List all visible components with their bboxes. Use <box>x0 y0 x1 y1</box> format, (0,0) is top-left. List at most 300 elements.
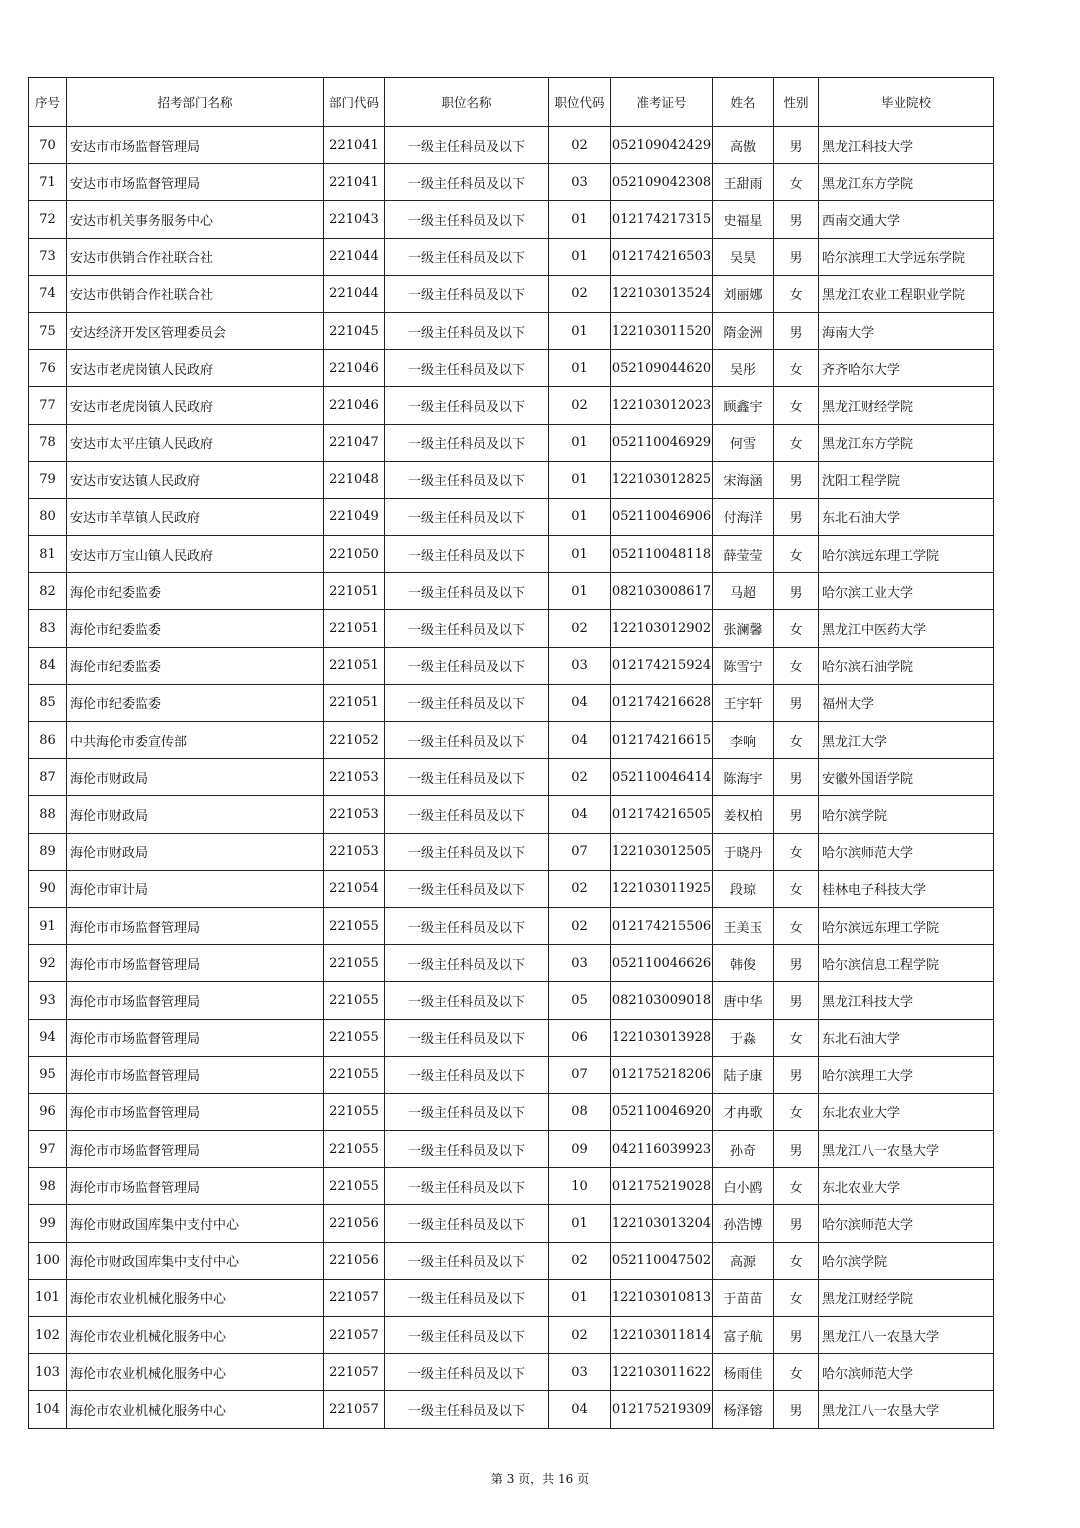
cell-position-code: 02 <box>549 907 611 944</box>
cell-position-code: 01 <box>549 536 611 573</box>
cell-admission-number: 012175219309 <box>611 1391 713 1428</box>
cell-department: 安达市老虎岗镇人民政府 <box>67 350 324 387</box>
cell-department: 海伦市农业机械化服务中心 <box>67 1317 324 1354</box>
cell-position: 一级主任科员及以下 <box>385 1242 549 1279</box>
table-row <box>29 536 994 573</box>
cell-school: 哈尔滨石油学院 <box>819 647 994 684</box>
cell-gender: 女 <box>774 1168 819 1205</box>
cell-department: 中共海伦市委宣传部 <box>67 722 324 759</box>
cell-school: 东北石油大学 <box>819 1019 994 1056</box>
cell-index: 71 <box>29 164 67 201</box>
cell-school: 海南大学 <box>819 312 994 349</box>
cell-name: 才冉歌 <box>713 1093 774 1130</box>
cell-department: 安达市市场监督管理局 <box>67 164 324 201</box>
cell-school: 哈尔滨学院 <box>819 796 994 833</box>
table-row <box>29 201 994 238</box>
cell-department-code: 221055 <box>324 907 385 944</box>
cell-department-code: 221051 <box>324 610 385 647</box>
cell-school: 哈尔滨师范大学 <box>819 1354 994 1391</box>
cell-department: 海伦市财政国库集中支付中心 <box>67 1242 324 1279</box>
cell-position-code: 02 <box>549 127 611 164</box>
cell-department-code: 221044 <box>324 238 385 275</box>
cell-name: 段琼 <box>713 870 774 907</box>
cell-department-code: 221045 <box>324 312 385 349</box>
cell-gender: 男 <box>774 1131 819 1168</box>
table-row <box>29 870 994 907</box>
table-row <box>29 312 994 349</box>
table-row <box>29 275 994 312</box>
cell-name: 付海洋 <box>713 498 774 535</box>
cell-admission-number: 122103010813 <box>611 1279 713 1316</box>
cell-school: 黑龙江科技大学 <box>819 982 994 1019</box>
cell-position: 一级主任科员及以下 <box>385 387 549 424</box>
cell-admission-number: 052110048118 <box>611 536 713 573</box>
col-header-department: 招考部门名称 <box>67 78 324 127</box>
cell-position: 一级主任科员及以下 <box>385 833 549 870</box>
table-row <box>29 1093 994 1130</box>
cell-name: 王美玉 <box>713 907 774 944</box>
col-header-position-code: 职位代码 <box>549 78 611 127</box>
cell-department: 海伦市市场监督管理局 <box>67 982 324 1019</box>
cell-school: 黑龙江财经学院 <box>819 1279 994 1316</box>
cell-index: 80 <box>29 498 67 535</box>
cell-admission-number: 052109042308 <box>611 164 713 201</box>
cell-position: 一级主任科员及以下 <box>385 1093 549 1130</box>
cell-index: 87 <box>29 759 67 796</box>
cell-department: 海伦市市场监督管理局 <box>67 1019 324 1056</box>
table-row <box>29 945 994 982</box>
cell-admission-number: 012174215924 <box>611 647 713 684</box>
cell-department-code: 221050 <box>324 536 385 573</box>
cell-position-code: 03 <box>549 647 611 684</box>
cell-position-code: 01 <box>549 573 611 610</box>
cell-gender: 男 <box>774 982 819 1019</box>
cell-department-code: 221057 <box>324 1354 385 1391</box>
cell-department-code: 221055 <box>324 1168 385 1205</box>
cell-name: 宋海涵 <box>713 461 774 498</box>
cell-position-code: 09 <box>549 1131 611 1168</box>
cell-gender: 女 <box>774 1242 819 1279</box>
cell-gender: 男 <box>774 312 819 349</box>
cell-gender: 女 <box>774 1279 819 1316</box>
cell-school: 黑龙江八一农垦大学 <box>819 1391 994 1428</box>
cell-admission-number: 012174215506 <box>611 907 713 944</box>
cell-department-code: 221053 <box>324 759 385 796</box>
cell-department-code: 221051 <box>324 684 385 721</box>
cell-index: 89 <box>29 833 67 870</box>
cell-admission-number: 122103012023 <box>611 387 713 424</box>
table-row <box>29 1205 994 1242</box>
cell-position-code: 05 <box>549 982 611 1019</box>
cell-position: 一级主任科员及以下 <box>385 1205 549 1242</box>
cell-department: 海伦市纪委监委 <box>67 647 324 684</box>
cell-gender: 女 <box>774 387 819 424</box>
cell-department-code: 221051 <box>324 647 385 684</box>
cell-index: 83 <box>29 610 67 647</box>
cell-index: 103 <box>29 1354 67 1391</box>
cell-name: 顾鑫宇 <box>713 387 774 424</box>
cell-position-code: 02 <box>549 870 611 907</box>
cell-admission-number: 122103011622 <box>611 1354 713 1391</box>
cell-gender: 男 <box>774 759 819 796</box>
col-header-index: 序号 <box>29 78 67 127</box>
cell-position-code: 02 <box>549 759 611 796</box>
cell-position: 一级主任科员及以下 <box>385 870 549 907</box>
cell-position: 一级主任科员及以下 <box>385 759 549 796</box>
cell-name: 李响 <box>713 722 774 759</box>
cell-department-code: 221046 <box>324 350 385 387</box>
cell-index: 91 <box>29 907 67 944</box>
cell-position-code: 02 <box>549 1317 611 1354</box>
cell-name: 王宇轩 <box>713 684 774 721</box>
cell-gender: 男 <box>774 1391 819 1428</box>
cell-name: 白小鸥 <box>713 1168 774 1205</box>
cell-position-code: 04 <box>549 796 611 833</box>
cell-admission-number: 052109042429 <box>611 127 713 164</box>
cell-index: 97 <box>29 1131 67 1168</box>
table-row <box>29 1317 994 1354</box>
cell-position-code: 01 <box>549 350 611 387</box>
cell-school: 黑龙江农业工程职业学院 <box>819 275 994 312</box>
cell-position: 一级主任科员及以下 <box>385 201 549 238</box>
table-row <box>29 573 994 610</box>
cell-school: 福州大学 <box>819 684 994 721</box>
cell-gender: 女 <box>774 1019 819 1056</box>
cell-department: 安达市老虎岗镇人民政府 <box>67 387 324 424</box>
cell-department: 海伦市农业机械化服务中心 <box>67 1354 324 1391</box>
cell-index: 74 <box>29 275 67 312</box>
cell-gender: 女 <box>774 833 819 870</box>
cell-index: 77 <box>29 387 67 424</box>
cell-position: 一级主任科员及以下 <box>385 982 549 1019</box>
cell-gender: 男 <box>774 201 819 238</box>
cell-department: 海伦市纪委监委 <box>67 610 324 647</box>
cell-name: 于苗苗 <box>713 1279 774 1316</box>
cell-position-code: 10 <box>549 1168 611 1205</box>
cell-name: 陆子康 <box>713 1056 774 1093</box>
cell-name: 隋金洲 <box>713 312 774 349</box>
table-row <box>29 684 994 721</box>
cell-position-code: 04 <box>549 722 611 759</box>
cell-name: 吴彤 <box>713 350 774 387</box>
cell-gender: 男 <box>774 684 819 721</box>
cell-position: 一级主任科员及以下 <box>385 164 549 201</box>
cell-name: 唐中华 <box>713 982 774 1019</box>
cell-position-code: 01 <box>549 238 611 275</box>
cell-school: 沈阳工程学院 <box>819 461 994 498</box>
cell-position-code: 01 <box>549 1279 611 1316</box>
cell-index: 73 <box>29 238 67 275</box>
cell-position: 一级主任科员及以下 <box>385 1279 549 1316</box>
cell-index: 82 <box>29 573 67 610</box>
cell-position: 一级主任科员及以下 <box>385 684 549 721</box>
cell-department-code: 221056 <box>324 1205 385 1242</box>
cell-index: 84 <box>29 647 67 684</box>
page-footer: 第 3 页，共 16 页 <box>490 1472 590 1486</box>
cell-position: 一级主任科员及以下 <box>385 1317 549 1354</box>
cell-gender: 女 <box>774 164 819 201</box>
cell-position-code: 08 <box>549 1093 611 1130</box>
cell-position-code: 01 <box>549 1205 611 1242</box>
cell-department-code: 221053 <box>324 833 385 870</box>
cell-position-code: 01 <box>549 424 611 461</box>
cell-department-code: 221057 <box>324 1279 385 1316</box>
cell-department: 安达市万宝山镇人民政府 <box>67 536 324 573</box>
cell-position-code: 02 <box>549 1242 611 1279</box>
cell-index: 90 <box>29 870 67 907</box>
cell-admission-number: 082103009018 <box>611 982 713 1019</box>
cell-position: 一级主任科员及以下 <box>385 424 549 461</box>
cell-index: 70 <box>29 127 67 164</box>
cell-gender: 男 <box>774 1317 819 1354</box>
cell-department-code: 221049 <box>324 498 385 535</box>
table-row <box>29 387 994 424</box>
cell-admission-number: 122103011520 <box>611 312 713 349</box>
cell-name: 孙浩博 <box>713 1205 774 1242</box>
cell-gender: 男 <box>774 1056 819 1093</box>
cell-gender: 女 <box>774 610 819 647</box>
cell-school: 哈尔滨远东理工学院 <box>819 907 994 944</box>
cell-admission-number: 052110046626 <box>611 945 713 982</box>
cell-department: 安达市羊草镇人民政府 <box>67 498 324 535</box>
cell-admission-number: 012175218206 <box>611 1056 713 1093</box>
cell-gender: 男 <box>774 498 819 535</box>
cell-department-code: 221055 <box>324 1093 385 1130</box>
cell-admission-number: 122103013928 <box>611 1019 713 1056</box>
cell-department-code: 221051 <box>324 573 385 610</box>
cell-position: 一级主任科员及以下 <box>385 498 549 535</box>
cell-index: 95 <box>29 1056 67 1093</box>
cell-department: 海伦市市场监督管理局 <box>67 1131 324 1168</box>
table-row <box>29 1354 994 1391</box>
cell-gender: 女 <box>774 1354 819 1391</box>
cell-department-code: 221047 <box>324 424 385 461</box>
cell-department-code: 221055 <box>324 1056 385 1093</box>
cell-gender: 女 <box>774 350 819 387</box>
cell-school: 哈尔滨理工大学远东学院 <box>819 238 994 275</box>
cell-school: 哈尔滨工业大学 <box>819 573 994 610</box>
cell-admission-number: 122103011925 <box>611 870 713 907</box>
table-row <box>29 238 994 275</box>
cell-admission-number: 052110046929 <box>611 424 713 461</box>
cell-admission-number: 012174216505 <box>611 796 713 833</box>
cell-school: 哈尔滨师范大学 <box>819 1205 994 1242</box>
cell-admission-number: 122103013524 <box>611 275 713 312</box>
cell-position: 一级主任科员及以下 <box>385 1131 549 1168</box>
cell-position: 一级主任科员及以下 <box>385 610 549 647</box>
cell-school: 哈尔滨师范大学 <box>819 833 994 870</box>
cell-school: 东北石油大学 <box>819 498 994 535</box>
cell-position-code: 01 <box>549 461 611 498</box>
cell-index: 102 <box>29 1317 67 1354</box>
cell-position: 一级主任科员及以下 <box>385 722 549 759</box>
cell-department: 海伦市财政局 <box>67 833 324 870</box>
table-row <box>29 833 994 870</box>
cell-department: 海伦市市场监督管理局 <box>67 945 324 982</box>
cell-position: 一级主任科员及以下 <box>385 647 549 684</box>
cell-name: 吴昊 <box>713 238 774 275</box>
cell-admission-number: 012175219028 <box>611 1168 713 1205</box>
cell-department: 海伦市市场监督管理局 <box>67 907 324 944</box>
cell-admission-number: 042116039923 <box>611 1131 713 1168</box>
cell-gender: 女 <box>774 722 819 759</box>
cell-position-code: 02 <box>549 275 611 312</box>
cell-admission-number: 052110047502 <box>611 1242 713 1279</box>
cell-department: 海伦市市场监督管理局 <box>67 1056 324 1093</box>
cell-index: 94 <box>29 1019 67 1056</box>
table-row <box>29 982 994 1019</box>
cell-department-code: 221046 <box>324 387 385 424</box>
cell-name: 杨泽镕 <box>713 1391 774 1428</box>
table-row <box>29 350 994 387</box>
cell-gender: 女 <box>774 275 819 312</box>
cell-gender: 男 <box>774 461 819 498</box>
table-row <box>29 498 994 535</box>
cell-index: 101 <box>29 1279 67 1316</box>
cell-index: 81 <box>29 536 67 573</box>
table-row <box>29 1019 994 1056</box>
cell-school: 东北农业大学 <box>819 1093 994 1130</box>
cell-name: 于晓丹 <box>713 833 774 870</box>
cell-school: 哈尔滨学院 <box>819 1242 994 1279</box>
col-header-department-code: 部门代码 <box>324 78 385 127</box>
cell-name: 陈海宇 <box>713 759 774 796</box>
col-header-school: 毕业院校 <box>819 78 994 127</box>
cell-department-code: 221053 <box>324 796 385 833</box>
cell-position: 一级主任科员及以下 <box>385 1168 549 1205</box>
cell-admission-number: 082103008617 <box>611 573 713 610</box>
table-row <box>29 796 994 833</box>
cell-department: 安达市安达镇人民政府 <box>67 461 324 498</box>
cell-admission-number: 052110046906 <box>611 498 713 535</box>
cell-name: 韩俊 <box>713 945 774 982</box>
cell-department: 海伦市市场监督管理局 <box>67 1093 324 1130</box>
cell-name: 孙奇 <box>713 1131 774 1168</box>
table-row <box>29 722 994 759</box>
cell-name: 陈雪宁 <box>713 647 774 684</box>
cell-gender: 男 <box>774 945 819 982</box>
cell-name: 刘丽娜 <box>713 275 774 312</box>
table-row <box>29 907 994 944</box>
table-body <box>29 127 994 1429</box>
cell-index: 78 <box>29 424 67 461</box>
table-row <box>29 759 994 796</box>
table-row <box>29 647 994 684</box>
cell-index: 93 <box>29 982 67 1019</box>
table-row <box>29 1168 994 1205</box>
cell-gender: 男 <box>774 796 819 833</box>
cell-department-code: 221057 <box>324 1391 385 1428</box>
cell-admission-number: 122103011814 <box>611 1317 713 1354</box>
cell-name: 马超 <box>713 573 774 610</box>
cell-position: 一级主任科员及以下 <box>385 350 549 387</box>
cell-position: 一级主任科员及以下 <box>385 907 549 944</box>
cell-gender: 男 <box>774 127 819 164</box>
cell-department: 海伦市纪委监委 <box>67 573 324 610</box>
cell-school: 哈尔滨理工大学 <box>819 1056 994 1093</box>
cell-department-code: 221056 <box>324 1242 385 1279</box>
cell-index: 99 <box>29 1205 67 1242</box>
cell-department: 安达市机关事务服务中心 <box>67 201 324 238</box>
cell-department: 安达市供销合作社联合社 <box>67 275 324 312</box>
cell-department: 海伦市审计局 <box>67 870 324 907</box>
cell-position-code: 01 <box>549 312 611 349</box>
cell-index: 79 <box>29 461 67 498</box>
cell-admission-number: 122103012825 <box>611 461 713 498</box>
cell-index: 98 <box>29 1168 67 1205</box>
cell-department: 海伦市农业机械化服务中心 <box>67 1279 324 1316</box>
cell-school: 黑龙江财经学院 <box>819 387 994 424</box>
cell-name: 富子航 <box>713 1317 774 1354</box>
cell-index: 88 <box>29 796 67 833</box>
cell-position-code: 03 <box>549 945 611 982</box>
cell-index: 76 <box>29 350 67 387</box>
cell-name: 姜权柏 <box>713 796 774 833</box>
cell-index: 75 <box>29 312 67 349</box>
cell-department-code: 221044 <box>324 275 385 312</box>
cell-position: 一级主任科员及以下 <box>385 275 549 312</box>
col-header-gender: 性别 <box>774 78 819 127</box>
cell-admission-number: 052109044620 <box>611 350 713 387</box>
cell-name: 高源 <box>713 1242 774 1279</box>
cell-school: 哈尔滨远东理工学院 <box>819 536 994 573</box>
cell-department-code: 221055 <box>324 1019 385 1056</box>
col-header-position: 职位名称 <box>385 78 549 127</box>
cell-gender: 女 <box>774 536 819 573</box>
col-header-admission-number: 准考证号 <box>611 78 713 127</box>
cell-index: 92 <box>29 945 67 982</box>
cell-position-code: 03 <box>549 1354 611 1391</box>
cell-position: 一级主任科员及以下 <box>385 796 549 833</box>
cell-department-code: 221055 <box>324 945 385 982</box>
cell-name: 何雪 <box>713 424 774 461</box>
cell-admission-number: 012174216628 <box>611 684 713 721</box>
cell-position: 一级主任科员及以下 <box>385 461 549 498</box>
cell-department: 海伦市财政局 <box>67 759 324 796</box>
cell-position: 一级主任科员及以下 <box>385 945 549 982</box>
table-row <box>29 1056 994 1093</box>
table-row <box>29 127 994 164</box>
cell-position: 一级主任科员及以下 <box>385 536 549 573</box>
cell-admission-number: 012174216503 <box>611 238 713 275</box>
cell-school: 黑龙江东方学院 <box>819 424 994 461</box>
cell-admission-number: 012174217315 <box>611 201 713 238</box>
cell-gender: 男 <box>774 573 819 610</box>
cell-department-code: 221052 <box>324 722 385 759</box>
cell-position-code: 07 <box>549 1056 611 1093</box>
cell-department-code: 221054 <box>324 870 385 907</box>
cell-department-code: 221055 <box>324 1131 385 1168</box>
cell-index: 104 <box>29 1391 67 1428</box>
cell-position-code: 02 <box>549 610 611 647</box>
cell-position: 一级主任科员及以下 <box>385 1391 549 1428</box>
cell-name: 于淼 <box>713 1019 774 1056</box>
table-row <box>29 1131 994 1168</box>
cell-name: 张澜馨 <box>713 610 774 647</box>
results-table <box>28 77 994 1429</box>
cell-school: 黑龙江大学 <box>819 722 994 759</box>
cell-school: 黑龙江八一农垦大学 <box>819 1317 994 1354</box>
cell-department-code: 221057 <box>324 1317 385 1354</box>
cell-position: 一级主任科员及以下 <box>385 573 549 610</box>
cell-gender: 女 <box>774 870 819 907</box>
cell-name: 高傲 <box>713 127 774 164</box>
cell-position-code: 06 <box>549 1019 611 1056</box>
cell-name: 史福星 <box>713 201 774 238</box>
cell-gender: 女 <box>774 424 819 461</box>
cell-school: 黑龙江中医药大学 <box>819 610 994 647</box>
cell-gender: 男 <box>774 1205 819 1242</box>
